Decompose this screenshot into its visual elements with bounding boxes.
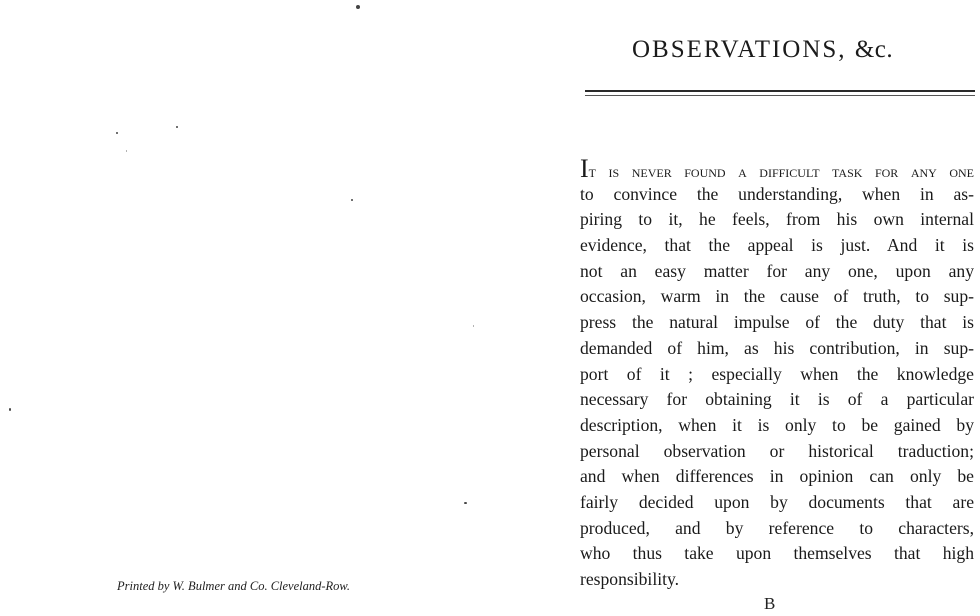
ink-speck xyxy=(356,5,360,9)
ink-speck xyxy=(473,325,474,327)
body-paragraph xyxy=(580,156,974,593)
body-line: port of it ; especially when the knowledge xyxy=(580,363,974,384)
double-rule xyxy=(585,90,975,98)
ink-speck xyxy=(176,126,178,128)
body-line: piring to it, he feels, from his own internal xyxy=(580,209,974,230)
body-line: to convince the understanding, when in as- xyxy=(580,183,974,204)
body-line: demanded of him, as his contribution, in sup- xyxy=(580,337,974,358)
body-line: produced, and by reference to characters, xyxy=(580,517,974,538)
body-line: fairly decided upon by documents that are xyxy=(580,491,974,512)
right-page xyxy=(560,0,980,616)
body-line: and when differences in opinion can only be xyxy=(580,466,974,487)
signature-mark: B xyxy=(764,594,776,613)
body-line xyxy=(580,156,974,182)
body-line: personal observation or historical traduction; xyxy=(580,440,974,461)
body-line: necessary for obtaining it is of a particular xyxy=(580,389,974,410)
rule-thick xyxy=(585,90,975,92)
rule-thin xyxy=(585,95,975,96)
body-line: who thus take upon themselves that high xyxy=(580,543,974,564)
printer-imprint: Printed by W. Bulmer and Co. Cleveland-Row. xyxy=(117,579,350,593)
body-line-last: responsibility. xyxy=(580,569,680,589)
ink-speck xyxy=(351,199,353,201)
heading-etc: &c. xyxy=(854,36,894,63)
body-line: occasion, warm in the cause of truth, to sup- xyxy=(580,286,974,307)
ink-speck xyxy=(9,408,11,411)
drop-cap: I xyxy=(580,156,589,182)
body-line: evidence, that the appeal is just. And it is xyxy=(580,235,974,256)
heading-title: OBSERVATIONS, xyxy=(632,36,847,63)
body-line: description, when it is only to be gained by xyxy=(580,414,974,435)
body-line: press the natural impulse of the duty that is xyxy=(580,312,974,333)
first-line-text: t is never found a difficult task for any one xyxy=(588,161,974,181)
body-line: not an easy matter for any one, upon any xyxy=(580,260,974,281)
ink-speck xyxy=(464,502,467,504)
ink-speck xyxy=(126,150,127,152)
ink-speck xyxy=(116,132,118,134)
page-heading xyxy=(632,36,893,64)
